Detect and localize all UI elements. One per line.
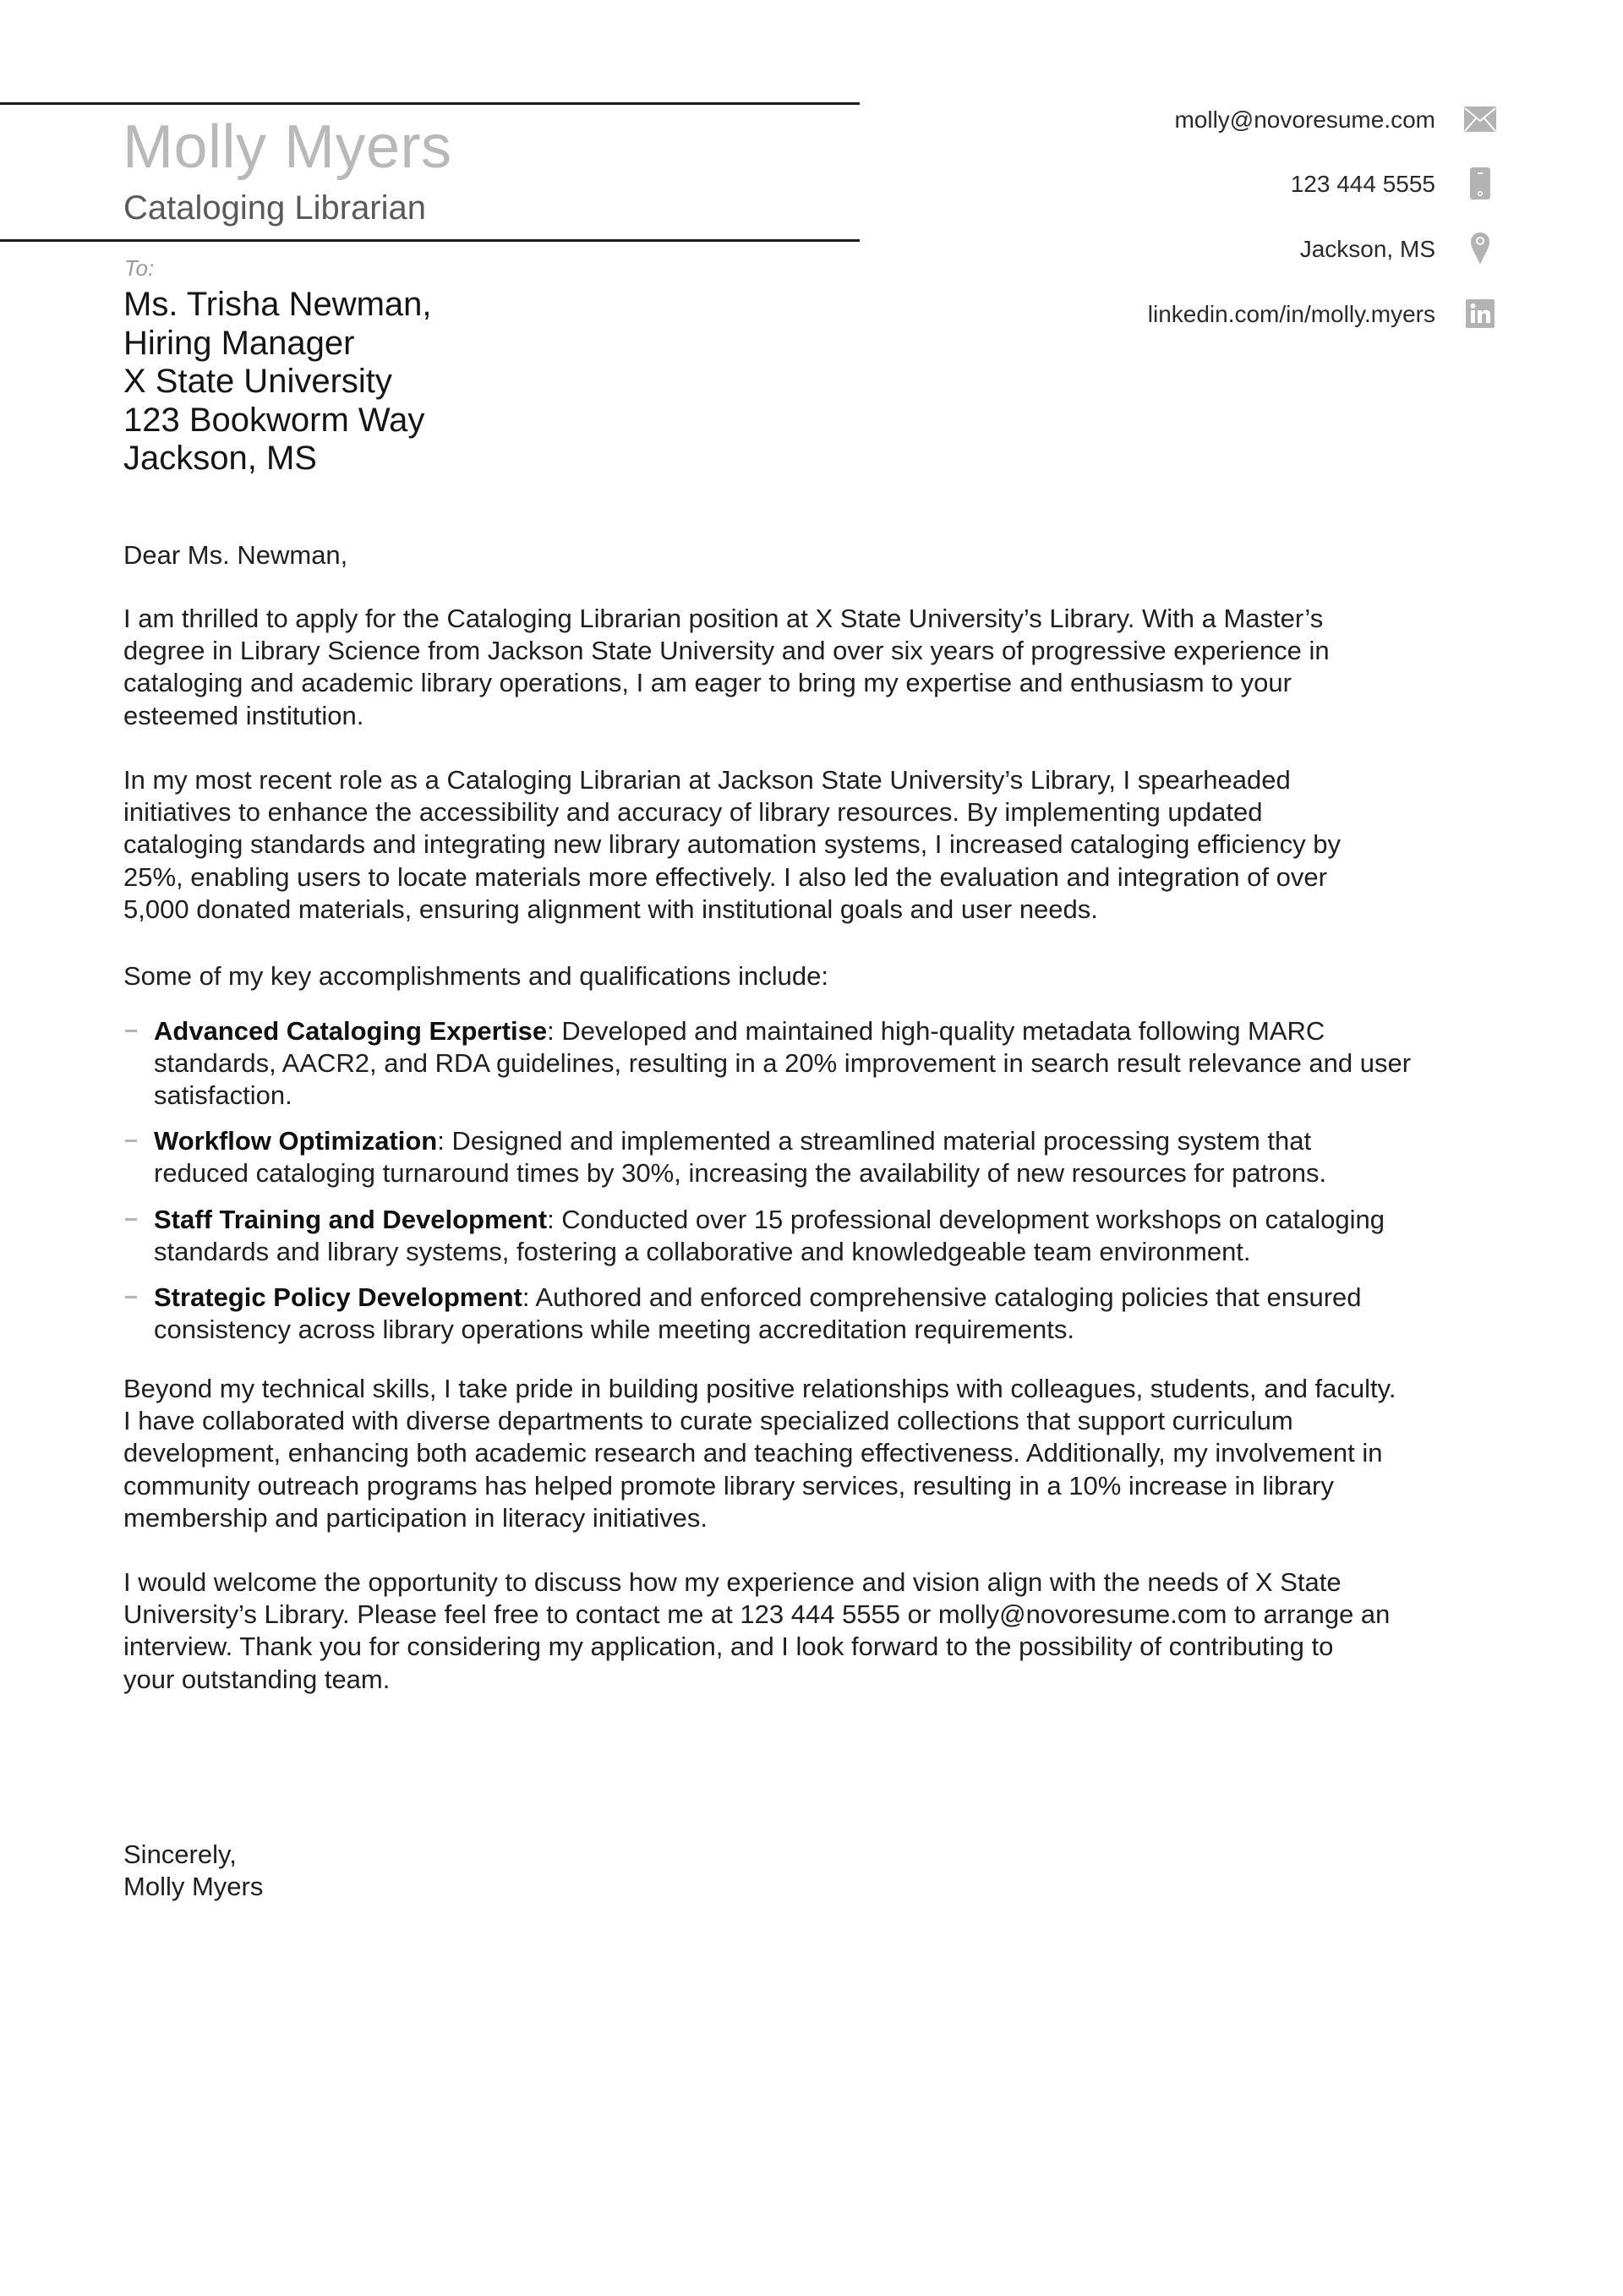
list-intro: Some of my key accomplishments and qualifications include: bbox=[123, 961, 828, 991]
applicant-name: Molly Myers bbox=[123, 113, 452, 181]
list-item-title: Workflow Optimization bbox=[154, 1126, 438, 1156]
paragraph-closing: I would welcome the opportunity to discuss how my experience and vision align with the needs of X State University’s Library. Please feel free to contact me at 123 444 5555 or molly@novoresume.com to arrange an interview. Thank you for considering my application, and I look forward to the possibility of contributing to your outstanding team. bbox=[123, 1567, 1391, 1694]
closing-phrase: Sincerely, bbox=[123, 1840, 237, 1869]
recipient-street: 123 Bookworm Way bbox=[123, 401, 425, 439]
recipient-name: Ms. Trisha Newman, bbox=[123, 286, 432, 323]
recipient-to-label: To: bbox=[124, 255, 155, 281]
linkedin-icon bbox=[1463, 299, 1497, 328]
map-pin-icon bbox=[1463, 232, 1497, 265]
header-bottom-rule bbox=[0, 239, 860, 242]
contact-linkedin[interactable]: linkedin.com/in/molly.myers bbox=[1147, 301, 1435, 327]
contact-phone[interactable]: 123 444 5555 bbox=[1290, 171, 1435, 197]
dash-bullet-icon bbox=[125, 1140, 137, 1142]
dash-bullet-icon bbox=[125, 1030, 137, 1032]
list-item-title: Advanced Cataloging Expertise bbox=[154, 1016, 548, 1046]
recipient-address bbox=[123, 286, 432, 478]
dash-bullet-icon bbox=[125, 1218, 137, 1221]
header-top-rule bbox=[0, 102, 860, 105]
list-item-title: Strategic Policy Development bbox=[154, 1282, 522, 1312]
envelope-icon bbox=[1463, 107, 1497, 132]
salutation: Dear Ms. Newman, bbox=[123, 540, 348, 570]
paragraph-introduction: I am thrilled to apply for the Cataloging Librarian position at X State University’s Library. With a Master’s degree in Library Science from Jackson State University and over six years of progressive experience in cataloging and academic library operations, I am eager to bring my expertise and enthusiasm to your esteemed institution. bbox=[123, 604, 1330, 730]
contact-location: Jackson, MS bbox=[1299, 236, 1435, 262]
contact-email[interactable]: molly@novoresume.com bbox=[1174, 107, 1435, 133]
dash-bullet-icon bbox=[125, 1296, 137, 1298]
list-item-title: Staff Training and Development bbox=[154, 1205, 548, 1234]
paragraph-recent-role: In my most recent role as a Cataloging Librarian at Jackson State University’s Library, I spearheaded initiatives to enhance the accessibility and accuracy of library resources. By implementing updated cataloging standards and integrating new library automation systems, I increased cataloging efficiency by 25%, enabling users to locate materials more effectively. I also led the evaluation and integration of over 5,000 donated materials, ensuring alignment with institutional goals and user needs. bbox=[123, 765, 1342, 924]
phone-icon bbox=[1463, 167, 1497, 200]
signature-block bbox=[123, 1839, 1518, 1903]
paragraph-relationships: Beyond my technical skills, I take pride in building positive relationships with colleagues, students, and faculty. I have collaborated with diverse departments to curate specialized collections that support curriculum development, enhancing both academic research and teaching effectiveness. Additionally, my involvement in community outreach programs has helped promote library services, resulting in a 10% increase in library membership and participation in literacy initiatives. bbox=[123, 1374, 1396, 1533]
recipient-organization: X State University bbox=[123, 363, 392, 400]
signature-name: Molly Myers bbox=[123, 1872, 264, 1902]
applicant-job-title: Cataloging Librarian bbox=[123, 189, 427, 227]
recipient-city: Jackson, MS bbox=[123, 440, 317, 477]
recipient-role: Hiring Manager bbox=[123, 324, 355, 362]
